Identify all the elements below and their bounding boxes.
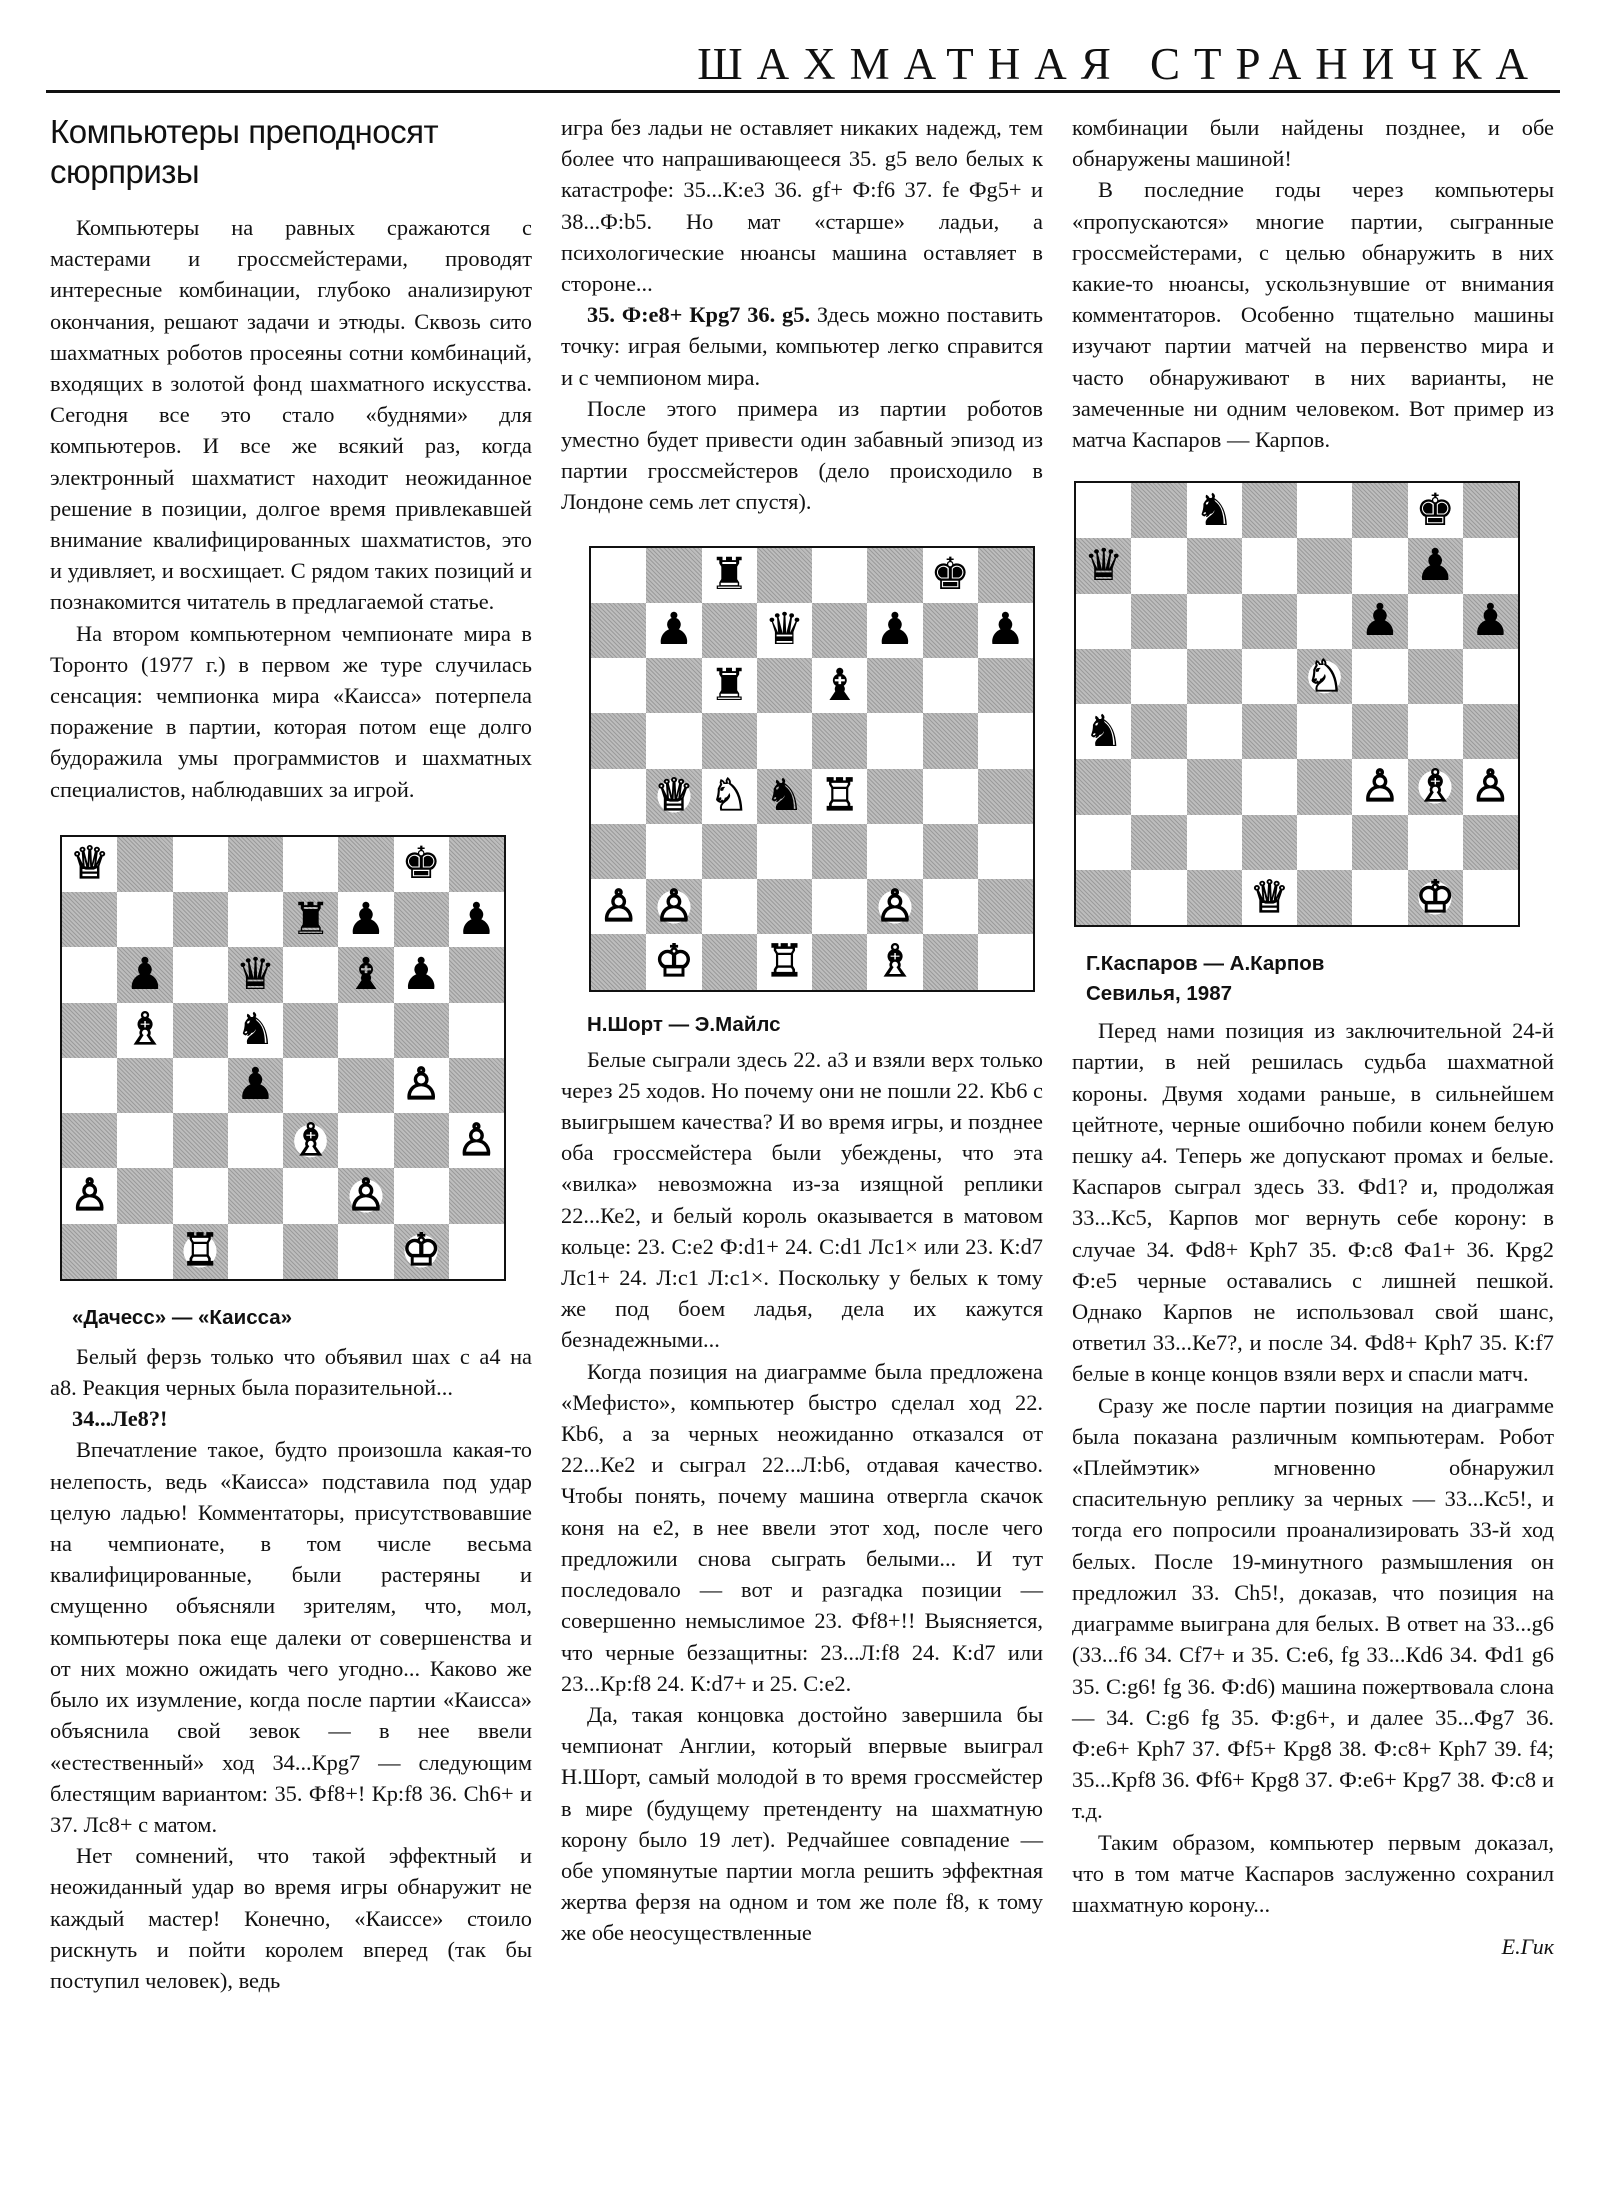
paragraph	[561, 299, 1043, 393]
dark-square	[1187, 759, 1242, 814]
dark-square	[173, 1113, 228, 1168]
light-square	[117, 1113, 172, 1168]
dark-square	[923, 713, 978, 768]
dark-square	[1352, 483, 1407, 538]
light-square	[646, 713, 701, 768]
light-square	[338, 1224, 393, 1279]
dark-square	[591, 934, 646, 989]
light-square	[283, 1168, 338, 1223]
dark-square	[1463, 815, 1518, 870]
game-caption: Г.Каспаров — А.Карпов	[1086, 952, 1325, 976]
dark-square	[1187, 649, 1242, 704]
light-square	[173, 947, 228, 1002]
black-rook-icon: ♜	[709, 659, 749, 711]
black-pawn-icon: ♟	[401, 948, 441, 1000]
black-pawn-icon: ♟	[654, 604, 694, 656]
black-pawn-icon: ♟	[1415, 540, 1455, 591]
dark-square	[1242, 815, 1297, 870]
paragraph: В последние годы через компьютеры «пропускаются» многие партии, сыгранные гроссмейстерами, с целью обнаружить в них какие-то нюансы, ускользнувшие от внимания комментаторов. Особенно тщательно машины изучают партии матчей на первенство мира и часто обнаруживают в них варианты, не замеченные ни одним человеком. Вот пример из матча Каспаров — Карпов.	[1072, 177, 1554, 453]
light-square	[591, 769, 646, 824]
light-square	[1131, 538, 1186, 593]
light-square	[338, 1113, 393, 1168]
dark-square	[1131, 815, 1186, 870]
light-square	[1352, 870, 1407, 925]
light-square	[283, 1058, 338, 1113]
dark-square	[867, 769, 922, 824]
light-square	[173, 1058, 228, 1113]
light-square	[1187, 815, 1242, 870]
dark-square	[812, 934, 867, 989]
dark-square	[283, 1224, 338, 1279]
light-square	[757, 713, 812, 768]
light-square	[978, 713, 1033, 768]
light-square	[117, 1224, 172, 1279]
light-square	[1297, 704, 1352, 759]
light-square	[1408, 594, 1463, 649]
paragraph: Белые сыграли здесь 22. а3 и взяли верх только через 25 ходов. Но почему они не пошли 22. Кb6 с выигрышем качества? И во время игры, и позднее оба гроссмейстера были убеждены, что эта «вилка» невозможна из-за изящной реплики 22...Ке2, и белый король оказывается в матовом кольце: 23. С:е2 Ф:d1+ 24. С:d1 Лс1× или 23. К:d7 Лс1+ 24. Л:с1 Л:с1×. Поскольку у белых к тому же под боем ладья, дела их кажутся безнадежными...	[561, 1046, 1043, 1353]
light-square	[591, 658, 646, 713]
dark-square	[1297, 759, 1352, 814]
paragraph: Сразу же после партии позиция на диаграмме была показана различным компьютерам. Робот «Плеймэтик» мгновенно обнаружил спасительную реплику за черных — 33...Кс5!, и тогда его попросили проанализировать 33-й ход белых. После 19-минутного размышления он предложил 33. Сh5!, доказав, что позиция на диаграмме выиграна для белых. В ответ на 33...g6 (33...f6 34. Сf7+ и 35. С:е6, fg 33...Кd6 34. Фd1 g6 35. С:g6! fg 36. Ф:d6) машина пожертвовала слона — 34. С:g6 fg 35. Ф:g6+, и далее 35...Фg7 36. Ф:е6+ Крh7 37. Фf5+ Крg8 38. Ф:с8+ Крh7 39. f4; 35...Крf8 36. Фf6+ Крg8 37. Ф:е6+ Крg7 38. Ф:с8 и т.д.	[1072, 1392, 1554, 1824]
page-header	[46, 38, 1560, 93]
white-king-icon: ♔	[401, 1225, 441, 1277]
dark-square	[757, 879, 812, 934]
dark-square	[228, 837, 283, 892]
dark-square	[394, 1003, 449, 1058]
black-pawn-icon: ♟	[875, 604, 915, 656]
dark-square	[591, 713, 646, 768]
light-square	[1408, 815, 1463, 870]
dark-square	[62, 892, 117, 947]
white-pawn-icon: ♙	[654, 880, 694, 932]
light-square	[1242, 649, 1297, 704]
dark-square	[702, 824, 757, 879]
white-pawn-icon: ♙	[598, 880, 639, 932]
dark-square	[978, 879, 1033, 934]
black-queen-icon: ♛	[235, 948, 276, 1000]
black-pawn-icon: ♟	[235, 1059, 276, 1111]
black-knight-icon: ♞	[1083, 705, 1124, 757]
dark-square	[591, 824, 646, 879]
black-queen-icon: ♛	[1083, 540, 1124, 591]
dark-square	[117, 1168, 172, 1223]
paragraph: Нет сомнений, что такой эффектный и неожиданный удар во время игры обнаружит не каждый мастер! Конечно, «Каиссе» стоило рискнуть и пойти королем вперед (так бы поступил человек), ведь	[50, 1843, 532, 1993]
white-pawn-icon: ♙	[1470, 761, 1511, 812]
light-square	[1187, 594, 1242, 649]
black-pawn-icon: ♟	[346, 893, 386, 945]
light-square	[923, 769, 978, 824]
white-pawn-icon: ♙	[401, 1059, 441, 1111]
paragraph: На втором компьютерном чемпионате мира в Торонто (1977 г.) в первом же туре случилась сенсация: чемпионка мира «Каисса» потерпела поражение в партии, которая потом еще долго будоражила умы программистов и шахматных специалистов, наблюдавших за игрой.	[50, 620, 532, 802]
black-knight-icon: ♞	[764, 770, 805, 822]
dark-square	[338, 837, 393, 892]
light-square	[757, 824, 812, 879]
chess-diagram-1	[60, 835, 506, 1281]
light-square	[283, 947, 338, 1002]
white-queen-icon: ♕	[69, 838, 110, 890]
light-square	[978, 824, 1033, 879]
light-square	[923, 879, 978, 934]
light-square	[117, 892, 172, 947]
dark-square	[62, 1224, 117, 1279]
light-square	[591, 548, 646, 603]
move-bold: 35. Ф:е8+ Крg7 36. g5.	[587, 302, 811, 328]
dark-square	[1131, 594, 1186, 649]
light-square	[173, 1168, 228, 1223]
light-square	[1463, 538, 1518, 593]
black-queen-icon: ♛	[764, 604, 805, 656]
paragraph: комбинации были найдены позднее, и обе обнаружены машиной!	[1072, 115, 1554, 172]
dark-square	[923, 824, 978, 879]
black-knight-icon: ♞	[1194, 484, 1234, 536]
black-pawn-icon: ♟	[125, 948, 165, 1000]
dark-square	[62, 1113, 117, 1168]
dark-square	[978, 658, 1033, 713]
paragraph: Да, такая концовка достойно завершила бы чемпионат Англии, который впервые выиграл Н.Шорт, самый молодой в то время гроссмейстер в мире (будущему претенденту на шахматную корону было 19 лет). Редчайшее совпадение — обе упомянутые партии могла решить эффектная жертва ферзя на одном и том же поле f8, к тому же обе неосуществленные	[561, 1701, 1043, 1946]
dark-square	[978, 548, 1033, 603]
dark-square	[338, 1058, 393, 1113]
dark-square	[702, 603, 757, 658]
dark-square	[1187, 538, 1242, 593]
white-knight-icon: ♘	[709, 770, 749, 822]
light-square	[228, 892, 283, 947]
dark-square	[1187, 870, 1242, 925]
black-pawn-icon: ♟	[985, 604, 1026, 656]
dark-square	[702, 713, 757, 768]
light-square	[1297, 594, 1352, 649]
white-bishop-icon: ♗	[125, 1004, 165, 1056]
dark-square	[1463, 483, 1518, 538]
dark-square	[1408, 649, 1463, 704]
dark-square	[117, 1058, 172, 1113]
light-square	[1297, 483, 1352, 538]
light-square	[978, 934, 1033, 989]
light-square	[394, 1168, 449, 1223]
white-pawn-icon: ♙	[456, 1114, 497, 1166]
dark-square	[812, 603, 867, 658]
dark-square	[1076, 649, 1131, 704]
dark-square	[757, 658, 812, 713]
black-king-icon: ♚	[1415, 484, 1455, 536]
column-3	[1072, 112, 1554, 1960]
light-square	[1463, 870, 1518, 925]
white-knight-icon: ♘	[1304, 650, 1345, 702]
chess-diagram-2	[589, 546, 1035, 992]
dark-square	[1352, 704, 1407, 759]
white-pawn-icon: ♙	[346, 1169, 386, 1221]
black-rook-icon: ♜	[290, 893, 331, 945]
article-title: Компьютеры преподносят сюрпризы	[50, 113, 439, 190]
black-pawn-icon: ♟	[1360, 595, 1400, 647]
light-square	[1352, 538, 1407, 593]
white-king-icon: ♔	[654, 935, 694, 987]
light-square	[1187, 704, 1242, 759]
white-queen-icon: ♕	[1249, 871, 1290, 923]
dark-square	[812, 824, 867, 879]
dark-square	[646, 658, 701, 713]
light-square	[228, 1113, 283, 1168]
dark-square	[923, 603, 978, 658]
dark-square	[1131, 483, 1186, 538]
paragraph-text: Здесь можно поставить точку: играя белыми, компьютер легко справится и с чемпионом мира.	[561, 302, 1044, 390]
light-square	[1131, 649, 1186, 704]
black-bishop-icon: ♝	[819, 659, 860, 711]
light-square	[62, 947, 117, 1002]
white-rook-icon: ♖	[180, 1225, 220, 1277]
light-square	[1242, 759, 1297, 814]
paragraph: Белый ферзь только что объявил шах с а4 на а8. Реакция черных была поразительной...	[50, 1343, 532, 1401]
column-1	[50, 112, 532, 1996]
light-square	[812, 879, 867, 934]
white-pawn-icon: ♙	[69, 1169, 110, 1221]
black-rook-icon: ♜	[709, 549, 749, 601]
section-title: ШАХМАТНАЯ СТРАНИЧКА	[697, 39, 1542, 89]
light-square	[1131, 759, 1186, 814]
white-king-icon: ♔	[1415, 871, 1455, 923]
light-square	[1242, 538, 1297, 593]
light-square	[867, 713, 922, 768]
paragraph: Перед нами позиция из заключительной 24-й партии, в ней решилась судьба шахматной короны. Двумя ходами раньше, в сильнейшем цейтноте, черные ошибочно побили конем белую пешку а4. Теперь же допускают промах и белые. Каспаров сыграл здесь 33. Фd1? и, продолжая 33...Кс5, Карпов мог вернуть себе корону: в случае 34. Фd8+ Крh7 35. Ф:с8 Фа1+ 36. Крg2 Ф:е5 черные оставались с лишней пешкой. Однако Карпов не использовал свой шанс, ответил 33...Ке7?, и после 34. Фd8+ Крh7 35. К:f7 белые в конце концов взяли верх и спасли матч.	[1072, 1018, 1554, 1387]
dark-square	[1463, 704, 1518, 759]
move-line: 34...Ле8?!	[72, 1406, 168, 1432]
light-square	[449, 1224, 504, 1279]
column-2	[561, 112, 1043, 1949]
dark-square	[1242, 704, 1297, 759]
white-bishop-icon: ♗	[1415, 761, 1455, 812]
dark-square	[449, 837, 504, 892]
black-bishop-icon: ♝	[346, 948, 386, 1000]
light-square	[283, 837, 338, 892]
dark-square	[1076, 870, 1131, 925]
game-caption: Н.Шорт — Э.Майлс	[587, 1012, 781, 1036]
white-pawn-icon: ♙	[1360, 761, 1400, 812]
dark-square	[1076, 759, 1131, 814]
paragraph: Компьютеры на равных сражаются с мастерами и гроссмейстерами, проводят интересные комбинации, глубоко анализируют окончания, решают задачи и этюды. Сквозь сито шахматных роботов просеяны сотни комбинаций, входящих в золотой фонд шахматного искусства. Сегодня все это стало «буднями» для компьютеров. И все же всякий раз, когда электронный шахматист находит неожиданное решение в позиции, долгое время привлекавшей внимание квалифицированных шахматистов, это и удивляет, и восхищает. С рядом таких позиций и познакомится читатель в предлагаемой статье.	[50, 215, 532, 615]
dark-square	[923, 934, 978, 989]
light-square	[1408, 704, 1463, 759]
paragraph: Впечатление такое, будто произошла какая-то нелепость, ведь «Каисса» подставила под удар целую ладью! Комментаторы, присутствовавшие на чемпионате, в том числе весьма квалифицированные, были растеряны и смущенно объясняли зрителям, что, мол, компьютеры пока еще далеки от совершенства и от них можно ожидать чего угодно... Каково же было их изумление, когда после партии «Каисса» объяснила свой зевок — в нее ввели «естественный» ход 34...Крg7 — следующим блестящим вариантом: 35. Фf8+! Кр:f8 36. Сh6+ и 37. Лс8+ с матом.	[50, 1437, 532, 1837]
dark-square	[117, 837, 172, 892]
black-king-icon: ♚	[930, 549, 970, 601]
dark-square	[449, 1168, 504, 1223]
dark-square	[173, 892, 228, 947]
light-square	[1131, 870, 1186, 925]
dark-square	[228, 1168, 283, 1223]
light-square	[812, 548, 867, 603]
author: Е.Гик	[1501, 1934, 1554, 1960]
white-bishop-icon: ♗	[290, 1114, 331, 1166]
dark-square	[394, 892, 449, 947]
white-pawn-icon: ♙	[875, 880, 915, 932]
white-queen-icon: ♕	[654, 770, 694, 822]
dark-square	[591, 603, 646, 658]
paragraph: Таким образом, компьютер первым доказал, что в том матче Каспаров заслуженно сохранил шахматную корону...	[1072, 1829, 1554, 1917]
black-pawn-icon: ♟	[456, 893, 497, 945]
light-square	[1297, 815, 1352, 870]
light-square	[1352, 649, 1407, 704]
dark-square	[867, 548, 922, 603]
game-place: Севилья, 1987	[1086, 982, 1232, 1006]
game-caption: «Дачесс» — «Каисса»	[72, 1305, 293, 1329]
paragraph: После этого примера из партии роботов уместно будет привести один забавный эпизод из партии гроссмейстеров (дело происходило в Лондоне семь лет спустя).	[561, 395, 1043, 515]
dark-square	[394, 1113, 449, 1168]
light-square	[1076, 594, 1131, 649]
light-square	[646, 824, 701, 879]
white-rook-icon: ♖	[764, 935, 805, 987]
dark-square	[978, 769, 1033, 824]
dark-square	[449, 1058, 504, 1113]
dark-square	[1242, 483, 1297, 538]
dark-square	[646, 548, 701, 603]
light-square	[173, 837, 228, 892]
dark-square	[173, 1003, 228, 1058]
dark-square	[1297, 870, 1352, 925]
black-king-icon: ♚	[401, 838, 441, 890]
light-square	[228, 1224, 283, 1279]
dark-square	[1131, 704, 1186, 759]
dark-square	[867, 658, 922, 713]
dark-square	[1352, 815, 1407, 870]
paragraph: Когда позиция на диаграмме была предложена «Мефисто», компьютер быстро сделал ход 22. Кb6, а за черных неожиданно отказался от 22...Ке2 и сыграл 22...Л:b6, отдавая качество. Чтобы понять, почему машина отвергла скачок коня на е2, в нее ввели этот ход, после чего предложили снова сыграть белыми... И тут последовало — вот и разгадка позиции — совершенно немыслимое 23. Фf8+!! Выясняется, что черные беззащитны: 23...Л:f8 24. К:d7 или 23...Кр:f8 24. К:d7+ и 25. С:е2.	[561, 1358, 1043, 1696]
paragraph: игра без ладьи не оставляет никаких надежд, тем более что напрашивающееся 35. g5 вело белых к катастрофе: 35...К:е3 36. gf+ Ф:f6 37. fe Фg5+ и 38...Ф:b5. Но мат «старше» ладьи, а психологические нюансы машина оставляет в стороне...	[561, 115, 1043, 297]
light-square	[702, 879, 757, 934]
light-square	[867, 824, 922, 879]
light-square	[1463, 649, 1518, 704]
dark-square	[812, 713, 867, 768]
dark-square	[757, 548, 812, 603]
light-square	[338, 1003, 393, 1058]
light-square	[1076, 815, 1131, 870]
light-square	[62, 1058, 117, 1113]
light-square	[449, 1003, 504, 1058]
chess-diagram-3	[1074, 481, 1520, 927]
dark-square	[283, 1003, 338, 1058]
light-square	[1076, 483, 1131, 538]
dark-square	[449, 947, 504, 1002]
dark-square	[1297, 538, 1352, 593]
dark-square	[62, 1003, 117, 1058]
dark-square	[702, 934, 757, 989]
white-bishop-icon: ♗	[875, 935, 915, 987]
dark-square	[1242, 594, 1297, 649]
black-pawn-icon: ♟	[1470, 595, 1511, 647]
light-square	[923, 658, 978, 713]
black-knight-icon: ♞	[235, 1004, 276, 1056]
white-rook-icon: ♖	[819, 770, 860, 822]
